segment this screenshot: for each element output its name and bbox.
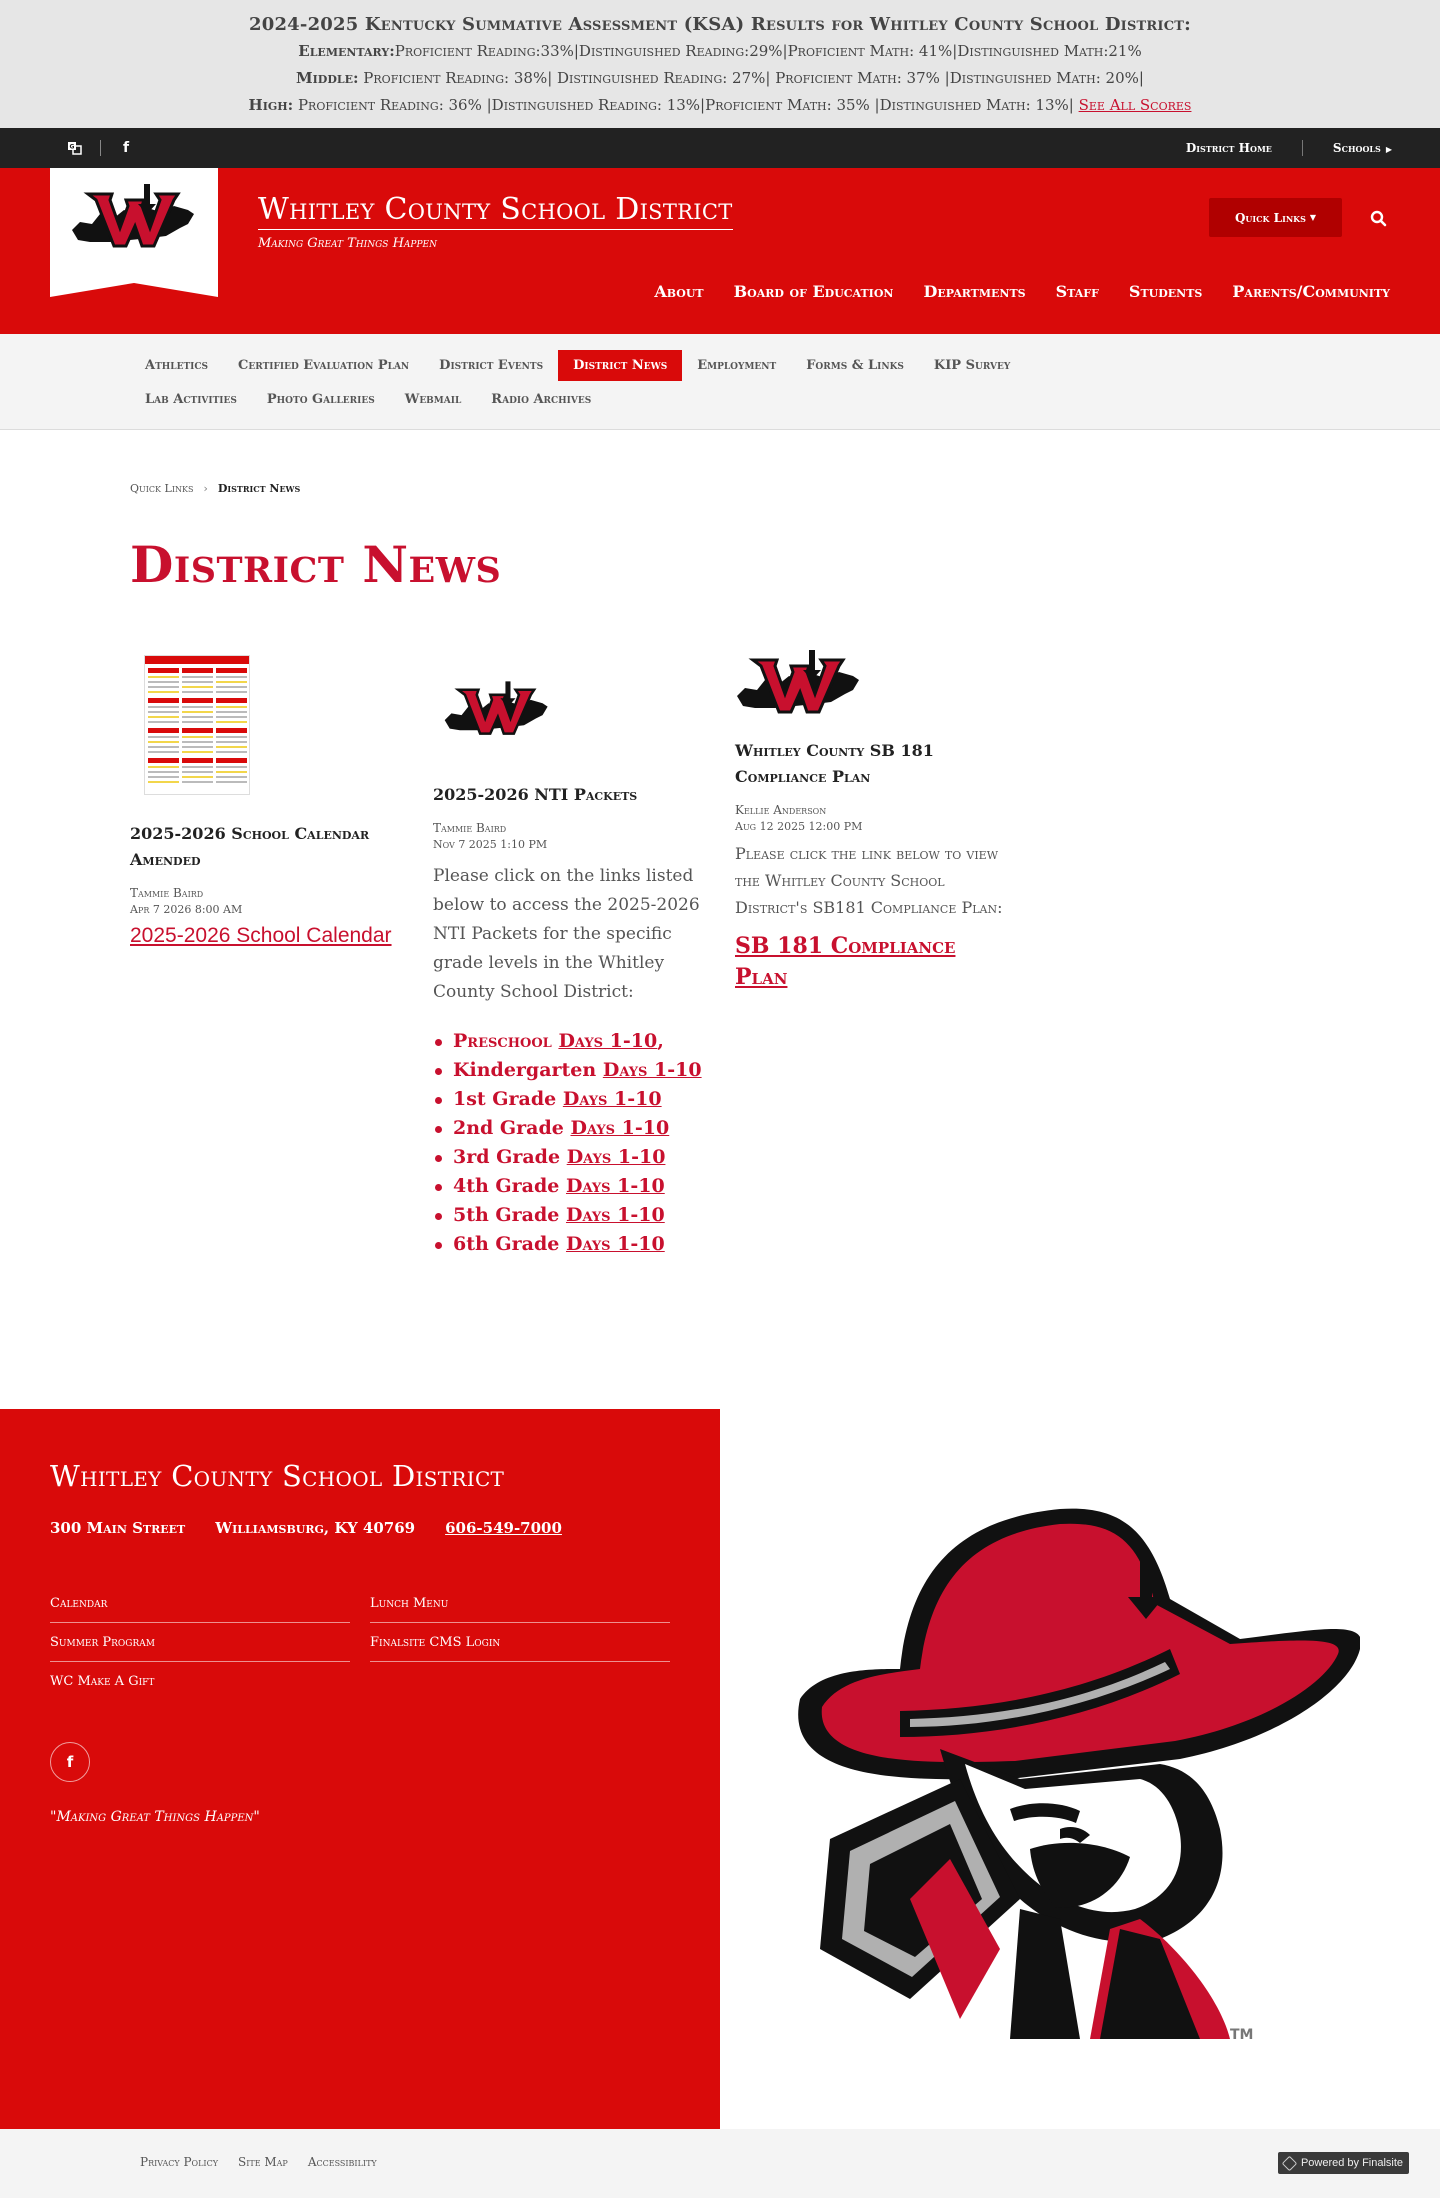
post-title[interactable]: 2025-2026 School Calendar Amended [130,824,370,869]
district-home-link[interactable]: District Home [1185,141,1272,155]
nti-days-link[interactable]: Days 1-10 [570,1117,670,1139]
list-item: Preschool Days 1-10, [433,1027,713,1056]
site-map-link[interactable]: Site Map [238,2155,288,2169]
nav-departments[interactable]: Departments [923,282,1026,301]
facebook-icon[interactable]: f [50,1742,90,1782]
subnav-radio-archives[interactable]: Radio Archives [491,392,592,407]
footer-link-make-a-gift[interactable]: WC Make A Gift [50,1674,155,1689]
svg-text:G: G [69,143,75,151]
breadcrumb-quick-links[interactable]: Quick Links [130,482,194,495]
alert-line-middle: Middle: Proficient Reading: 38%| Distinguished Reading: 27%| Proficient Math: 37% |Distinguished Math: 20%| [296,69,1144,87]
utility-bar [0,128,1440,168]
chevron-right-icon: › [203,482,208,495]
privacy-policy-link[interactable]: Privacy Policy [140,2155,218,2169]
footer-district-name: Whitley County School District [50,1459,505,1493]
subnav-certified-evaluation-plan[interactable]: Certified Evaluation Plan [238,358,410,373]
list-item: 1st Grade Days 1-10 [433,1085,713,1114]
school-calendar-link[interactable]: 2025-2026 School Calendar [130,924,392,947]
nti-days-link[interactable]: Days 1-10 [562,1088,662,1110]
nti-days-link[interactable]: Days 1-10 [565,1175,665,1197]
district-logo[interactable] [50,168,218,283]
news-post [130,655,400,950]
list-item: 6th Grade Days 1-10 [433,1230,713,1259]
footer-motto: "Making Great Things Happen" [50,1809,260,1825]
post-date: Aug 12 2025 12:00 PM [735,820,863,833]
nav-staff[interactable]: Staff [1055,282,1099,301]
main-nav [624,282,1390,301]
list-item: 4th Grade Days 1-10 [433,1172,713,1201]
main-content [0,430,1440,1409]
w-kentucky-logo-icon [443,680,551,740]
breadcrumb-current: District News [217,482,301,495]
caret-down-icon: ▼ [1309,213,1317,222]
quick-links-button[interactable]: Quick Links ▼ [1209,198,1342,237]
svg-text:TM: TM [1230,2027,1254,2043]
subnav-district-events[interactable]: District Events [439,358,544,373]
subnav-lab-activities[interactable]: Lab Activities [145,392,237,407]
footer-link-lunch-menu[interactable]: Lunch Menu [370,1584,670,1623]
see-all-scores-link[interactable]: See All Scores [1078,96,1192,114]
schools-dropdown[interactable]: Schools ▶ [1332,141,1392,155]
post-author: Tammie Baird [130,886,204,900]
section-subnav [0,334,1440,430]
bottom-bar [0,2129,1440,2198]
post-title[interactable]: Whitley County SB 181 Compliance Plan [735,741,934,786]
footer-info-panel [0,1409,720,2129]
nti-grade-list [433,1027,713,1259]
nav-about[interactable]: About [654,282,704,301]
ksa-alert-banner [0,0,1440,128]
site-tagline: Making Great Things Happen [258,236,437,251]
footer-link-calendar[interactable]: Calendar [50,1584,350,1623]
list-item: 3rd Grade Days 1-10 [433,1143,713,1172]
post-date: Nov 7 2025 1:10 PM [433,838,548,851]
post-date: Apr 7 2026 8:00 AM [130,903,243,916]
calendar-thumbnail[interactable] [144,655,250,795]
footer-phone-link[interactable]: 606-549-7000 [445,1519,562,1537]
footer-city: Williamsburg, KY 40769 [215,1519,416,1537]
powered-by-finalsite-badge[interactable]: Powered by Finalsite [1278,2152,1409,2174]
sb181-compliance-link[interactable]: SB 181 Compliance Plan [735,933,956,990]
post-description: Please click the link below to view the Whitley County School District's SB181 Compliance Plan: [735,844,1003,917]
site-title[interactable]: Whitley County School District [258,192,733,230]
accessibility-link[interactable]: Accessibility [307,2155,377,2169]
subnav-photo-galleries[interactable]: Photo Galleries [266,392,375,407]
footer-address [50,1519,592,1537]
w-kentucky-logo-icon [70,184,198,252]
list-item: Kindergarten Days 1-10 [433,1056,713,1085]
nav-parents-community[interactable]: Parents/Community [1232,282,1390,301]
nti-days-link[interactable]: Days 1-10 [566,1146,666,1168]
footer-links [50,1584,670,1701]
nti-days-link[interactable]: Days 1-10 [602,1059,702,1081]
news-post [735,650,1015,993]
subnav-forms-links[interactable]: Forms & Links [806,358,904,373]
w-kentucky-logo-icon [735,650,863,718]
nav-board-of-education[interactable]: Board of Education [733,282,894,301]
post-author: Tammie Baird [433,821,507,835]
breadcrumb [130,482,300,495]
facebook-icon[interactable]: f [122,140,130,156]
post-thumbnail[interactable] [443,680,713,752]
divider [100,140,101,156]
colonel-mascot-icon [760,1479,1360,2059]
nti-days-link[interactable]: Days 1-10 [565,1233,665,1255]
subnav-webmail[interactable]: Webmail [404,392,462,407]
post-description: Please click on the links listed below to access the 2025-2026 NTI Packets for the specific grade levels in the Whitley County School District: [433,866,700,1002]
post-author: Kellie Anderson [735,803,827,817]
subnav-kip-survey[interactable]: KIP Survey [933,358,1011,373]
finalsite-logo-icon [1282,2155,1298,2171]
mascot-panel [720,1409,1440,2129]
site-header [0,168,1440,334]
post-thumbnail[interactable] [735,650,1015,720]
footer-link-cms-login[interactable]: Finalsite CMS Login [370,1623,670,1662]
calendar-image-icon [145,656,250,795]
nav-students[interactable]: Students [1128,282,1203,301]
subnav-employment[interactable]: Employment [697,358,777,373]
alert-headline: 2024-2025 Kentucky Summative Assessment (KSA) Results for Whitley County School District: [249,14,1191,35]
alert-line-elementary: Elementary:Proficient Reading:33%|Distinguished Reading:29%|Proficient Math: 41%|Distinguished Math:21% [298,42,1142,60]
post-title[interactable]: 2025-2026 NTI Packets [433,785,638,804]
site-title-block[interactable] [258,192,733,251]
search-icon[interactable] [1366,206,1390,230]
site-footer [0,1409,1440,2129]
news-post [433,680,713,1259]
caret-right-icon: ▶ [1385,145,1392,154]
nti-days-link[interactable]: Days 1-10 [558,1030,658,1052]
list-item: 5th Grade Days 1-10 [433,1201,713,1230]
subnav-athletics[interactable]: Athletics [145,358,209,373]
nti-days-link[interactable]: Days 1-10 [565,1204,665,1226]
footer-link-summer-program[interactable]: Summer Program [50,1623,350,1662]
list-item: 2nd Grade Days 1-10 [433,1114,713,1143]
divider [1302,140,1303,156]
subnav-district-news[interactable]: District News [558,350,682,381]
page-title: District News [130,535,502,594]
alert-line-high: High: Proficient Reading: 36% |Distinguished Reading: 13%|Proficient Math: 35% |Distinguished Math: 13%| See All Scores [248,96,1192,114]
footer-street: 300 Main Street [50,1519,186,1537]
translate-icon[interactable] [64,137,86,159]
